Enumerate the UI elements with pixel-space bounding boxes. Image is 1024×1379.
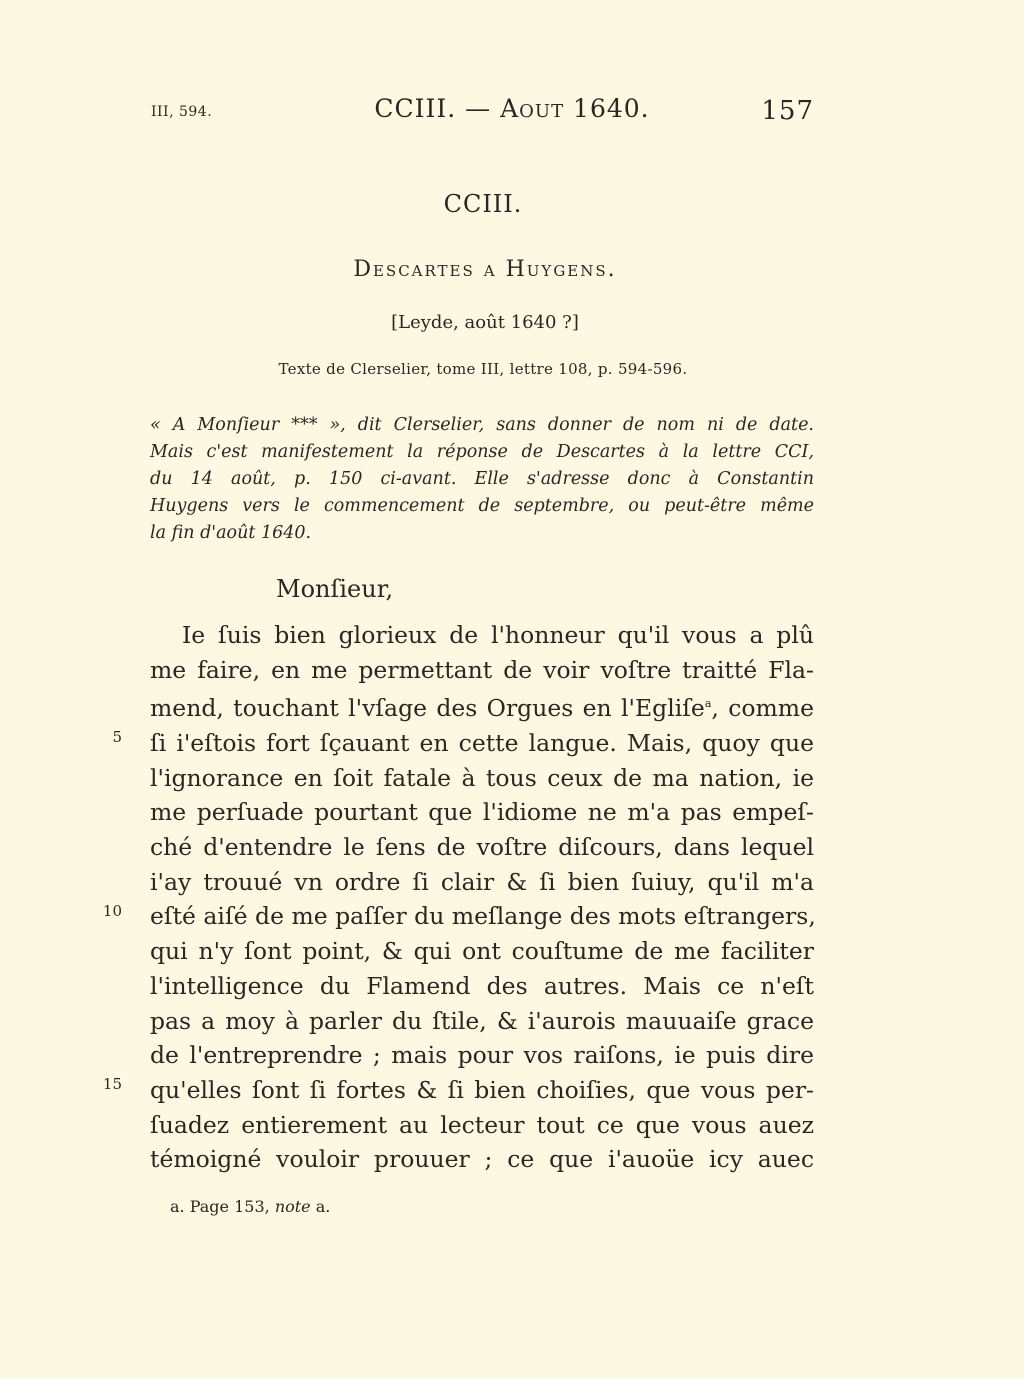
body-line: eſté aiſé de me paſſer du meſlange des mots eſtrangers, [150,902,816,931]
body-line: qui n'y ſont point, & qui ont couſtume de me faciliter [150,937,814,966]
page-number: 157 [761,96,814,126]
body-line: me faire, en me permettant de voir voſtre traitté Fla- [150,655,814,684]
body-line [150,687,814,726]
body-line: pas a moy à parler du ſtile, & i'aurois mauuaiſe grace [150,1006,814,1035]
footnote-marker: a [704,697,712,711]
body-line: de l'entreprendre ; mais pour vos raiſons, ie puis dire [150,1041,814,1070]
line-number-5: 5 [112,728,122,746]
footnote [170,1197,330,1216]
intro-line: Mais c'est manifestement la réponse de Descartes à la lettre CCI, [150,442,814,462]
body-line: témoigné vouloir prouuer ; ce que i'auoüe icy auec [150,1145,814,1174]
letter-title: Descartes a Huygens. [353,257,617,282]
letter-body [150,618,814,1177]
salutation: Monſieur, [276,575,394,603]
source-note: Texte de Clerselier, tome III, lettre 108, p. 594-596. [278,360,688,378]
running-head-reference: III, 594. [151,104,213,120]
body-line: qu'elles ſont ſi fortes & ſi bien choiſies, que vous per- [150,1075,814,1104]
body-line: Ie ſuis bien glorieux de l'honneur qu'il vous a plû [182,621,814,649]
body-line: me perſuade pourtant que l'idiome ne m'a pas empeſ- [150,798,814,827]
body-line-tail: , comme [711,694,814,723]
body-line: ſi i'eſtois fort ſçauant en cette langue. Mais, quoy que [150,728,814,757]
body-line: ſuadez entierement au lecteur tout ce que vous auez [150,1110,814,1139]
footnote-suffix: a. [315,1197,331,1216]
body-line: l'ignorance en ſoit fatale à tous ceux de ma nation, ie [150,763,814,792]
body-line-text: mend, touchant l'vſage des Orgues en l'Egliſe [150,694,705,723]
letter-number: CCIII. [443,190,523,218]
running-head-title: CCIII. — Aout 1640. [374,94,650,123]
intro-line: « A Monſieur *** », dit Clerselier, sans donner de nom ni de date. [150,415,814,435]
body-line: l'intelligence du Flamend des autres. Mais ce n'eſt [150,971,814,1000]
letter-place-date: [Leyde, août 1640 ?] [391,312,579,333]
intro-line: la fin d'août 1640. [150,523,312,543]
footnote-prefix: a. Page 153, [170,1197,270,1216]
body-line: ché d'entendre le ſens de voſtre diſcours, dans lequel [150,833,814,862]
body-line: i'ay trouué vn ordre ſi clair & ſi bien ſuiuy, qu'il m'a [150,867,814,896]
editorial-introduction [150,412,814,547]
line-number-10: 10 [102,902,122,920]
footnote-italic: note [274,1197,311,1216]
line-number-15: 15 [102,1075,122,1093]
intro-line: Huygens vers le commencement de septembre, ou peut-être même [150,496,814,516]
intro-line: du 14 août, p. 150 ci-avant. Elle s'adresse donc à Constantin [150,469,814,489]
